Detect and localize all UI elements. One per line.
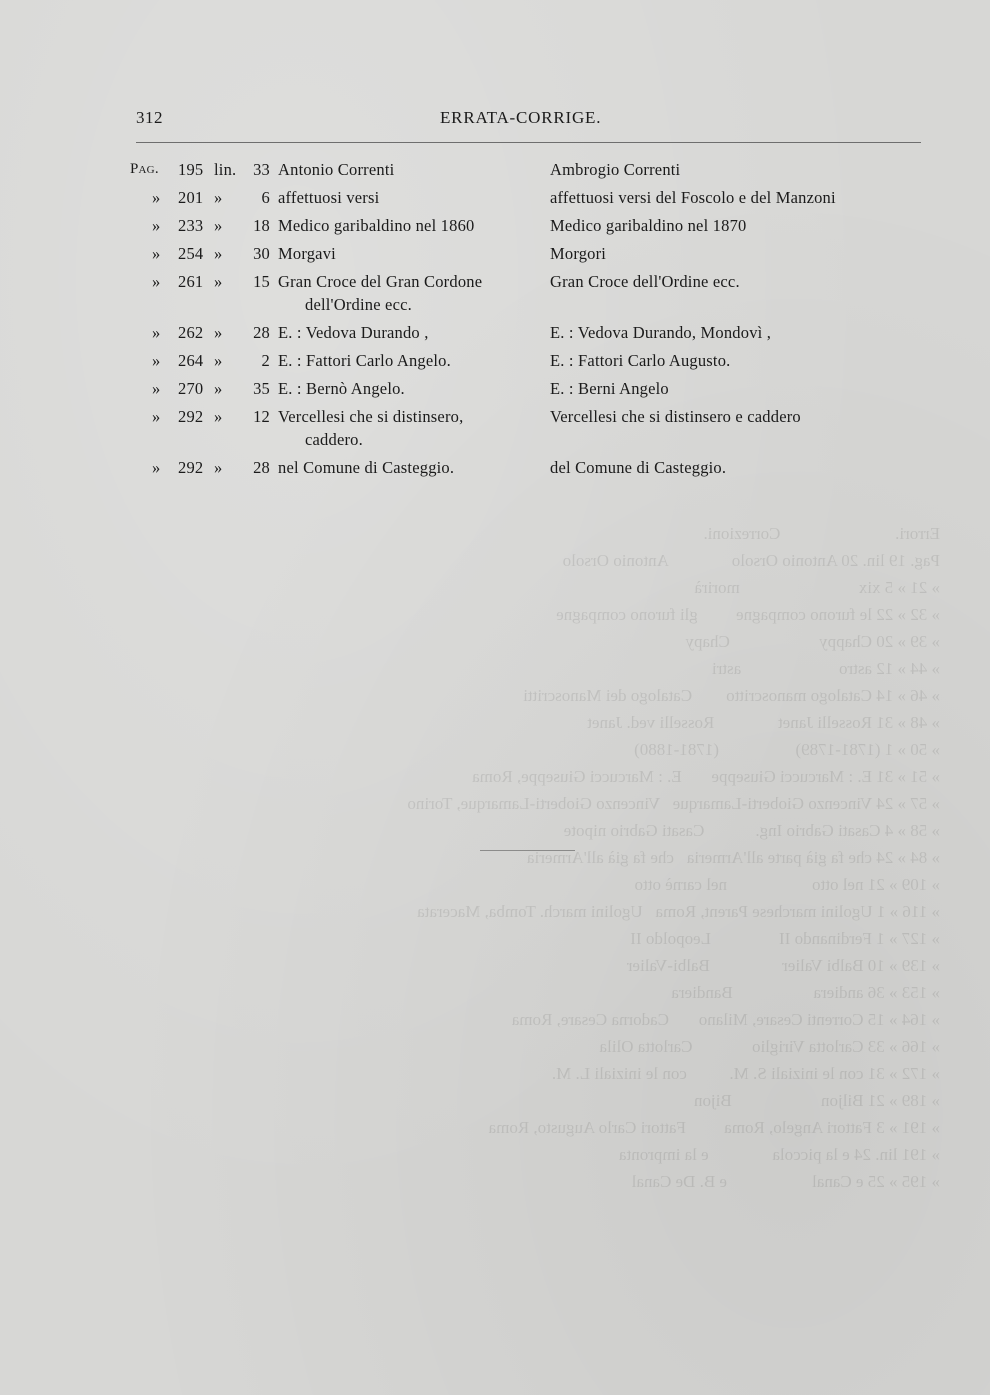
errata-row bbox=[0, 456, 990, 484]
errata-correction-text: E. : Fattori Carlo Augusto. bbox=[550, 351, 731, 370]
errata-row bbox=[0, 242, 990, 270]
errata-correction-text: del Comune di Casteggio. bbox=[550, 458, 727, 477]
errata-error-line: Vercellesi che si distinsero, bbox=[278, 407, 464, 426]
errata-row bbox=[0, 377, 990, 405]
errata-line-number: 35 bbox=[253, 379, 270, 398]
errata-error-continuation: caddero. bbox=[305, 430, 363, 449]
ditto-mark: » bbox=[214, 351, 223, 370]
errata-line-number: 28 bbox=[253, 323, 270, 342]
errata-page-number: 270 bbox=[178, 379, 204, 398]
ditto-mark: » bbox=[214, 216, 223, 235]
errata-row bbox=[0, 270, 990, 321]
errata-error-line: E. : Vedova Durando , bbox=[278, 323, 429, 342]
errata-row bbox=[0, 186, 990, 214]
errata-page-number: 254 bbox=[178, 244, 204, 263]
errata-error-line: Gran Croce del Gran Cordone bbox=[278, 272, 483, 291]
ditto-mark: » bbox=[152, 216, 161, 235]
show-through-rule bbox=[480, 850, 575, 851]
errata-error-text bbox=[278, 214, 534, 237]
ditto-mark: » bbox=[152, 458, 161, 477]
errata-row bbox=[0, 321, 990, 349]
errata-page-number: 292 bbox=[178, 407, 204, 426]
errata-correction-text: Ambrogio Correnti bbox=[550, 160, 681, 179]
errata-correction-text: Morgori bbox=[550, 244, 607, 263]
errata-line-number: 28 bbox=[253, 458, 270, 477]
header-rule bbox=[136, 142, 921, 143]
errata-correction-text: Vercellesi che si distinsero e caddero bbox=[550, 407, 801, 426]
errata-page-number: 261 bbox=[178, 272, 204, 291]
ditto-mark: » bbox=[214, 188, 223, 207]
ditto-mark: » bbox=[214, 407, 223, 426]
errata-error-text bbox=[278, 456, 534, 479]
errata-line-number: 30 bbox=[253, 244, 270, 263]
ditto-mark: » bbox=[152, 188, 161, 207]
errata-error-line: Antonio Correnti bbox=[278, 160, 395, 179]
errata-line-number: 33 bbox=[253, 160, 270, 179]
errata-row bbox=[0, 214, 990, 242]
errata-correction-text: Gran Croce dell'Ordine ecc. bbox=[550, 272, 740, 291]
errata-error-line: affettuosi versi bbox=[278, 188, 380, 207]
ditto-mark: » bbox=[214, 379, 223, 398]
errata-row bbox=[0, 349, 990, 377]
ditto-mark: » bbox=[152, 323, 161, 342]
errata-error-text bbox=[278, 242, 534, 265]
ditto-mark: » bbox=[214, 323, 223, 342]
ditto-mark: » bbox=[152, 244, 161, 263]
errata-error-text bbox=[278, 270, 534, 316]
ditto-mark: » bbox=[214, 244, 223, 263]
errata-page-number: 292 bbox=[178, 458, 204, 477]
ditto-mark: » bbox=[214, 458, 223, 477]
errata-error-line: E. : Bernò Angelo. bbox=[278, 379, 405, 398]
errata-row bbox=[0, 158, 990, 186]
errata-line-number: 18 bbox=[253, 216, 270, 235]
ditto-mark: » bbox=[152, 272, 161, 291]
errata-error-line: Morgavi bbox=[278, 244, 336, 263]
errata-page-number: 264 bbox=[178, 351, 204, 370]
page-number: 312 bbox=[136, 108, 163, 127]
errata-error-text bbox=[278, 377, 534, 400]
errata-error-line: nel Comune di Casteggio. bbox=[278, 458, 455, 477]
errata-error-text bbox=[278, 321, 534, 344]
ditto-mark: » bbox=[152, 351, 161, 370]
lin-label: lin. bbox=[214, 160, 237, 179]
errata-page-number: 233 bbox=[178, 216, 204, 235]
errata-correction-text: Medico garibaldino nel 1870 bbox=[550, 216, 747, 235]
errata-page-number: 195 bbox=[178, 160, 204, 179]
errata-page-number: 262 bbox=[178, 323, 204, 342]
ditto-mark: » bbox=[152, 407, 161, 426]
errata-error-continuation: dell'Ordine ecc. bbox=[305, 295, 412, 314]
errata-correction-text: affettuosi versi del Foscolo e del Manzoni bbox=[550, 188, 836, 207]
page-header bbox=[136, 108, 921, 130]
errata-error-line: Medico garibaldino nel 1860 bbox=[278, 216, 475, 235]
errata-line-number: 2 bbox=[261, 351, 270, 370]
show-through-reverse-side: Errori. Correzioni. Pag. 19 lin. 20 Antonio Orsolo Antonio Orsolo » 21 » 5 xix morirà » 32 » 22 le furono compagne gli furono compagne » 39 » 20 Chappy Chapy » 44 » 12 astro astri » 46 » 14 Catalogo manoscritto Catalogo dei Manoscritti » 48 » 31 Rosselli Janet Rosselli ved. Janet » 50 » 1 (1781-1789) (1781-1880) » 51 » 31 E. : Marcucci Giuseppe E. : Marcucci Giuseppe, Roma » 57 » 24 Vincenzo Gioberti-Lamarque Vincenzo Gioberti-Lamarque, Torino » 58 » 4 Casati Gabrio Ing. Casati Gabrio nipote » 84 » 24 che fa già parte all'Armeria che fa già all'Armeria » 109 » 21 nel otto nel carnè otto » 116 » 1 Ugolini marchese Parent, Roma Ugolini march. Tomba, Macerata » 127 » 1 Ferdinando II Leopoldo II » 139 » 10 Balbi Valier Balbi-Valier » 153 » 36 andiera Bandiera » 164 » 15 Correnti Cesare, Milano Cadorna Cesare, Roma » 166 » 33 Carlotta Viriglio Carlotta Olila » 172 » 31 con le iniziali S. M. con le iniziali L. M. » 189 » 21 Biljon Bijon » 191 » 3 Fattori Angelo, Roma Fattori Carlo Augusto, Roma » 191 lin. 24 e la piccola e la impronta » 195 » 25 e Canal e B. De Canal bbox=[407, 524, 940, 1191]
errata-correction-text: E. : Berni Angelo bbox=[550, 379, 669, 398]
errata-page-number: 201 bbox=[178, 188, 204, 207]
ditto-mark: » bbox=[214, 272, 223, 291]
errata-row bbox=[0, 405, 990, 456]
errata-line-number: 6 bbox=[261, 188, 270, 207]
errata-correction-text: E. : Vedova Durando, Mondovì , bbox=[550, 323, 772, 342]
errata-error-line: E. : Fattori Carlo Angelo. bbox=[278, 351, 451, 370]
errata-error-text bbox=[278, 349, 534, 372]
errata-error-text bbox=[278, 405, 534, 451]
errata-error-text bbox=[278, 158, 534, 181]
running-title: ERRATA-CORRIGE. bbox=[440, 108, 602, 127]
ditto-mark: » bbox=[152, 379, 161, 398]
pag-label: Pag. bbox=[130, 161, 159, 177]
errata-line-number: 12 bbox=[253, 407, 270, 426]
errata-error-text bbox=[278, 186, 534, 209]
errata-line-number: 15 bbox=[253, 272, 270, 291]
